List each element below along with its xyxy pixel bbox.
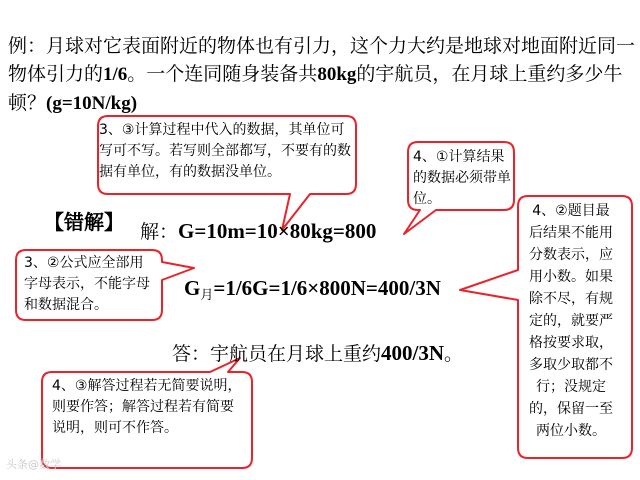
- answer-value: 400/3N: [381, 341, 445, 365]
- callout-note-answer: 4、③解答过程若无简要说明，则要作答；解答过程若有简要说明，则可不作答。: [52, 378, 242, 436]
- answer-prefix: 答：宇航员在月球上重约: [172, 343, 382, 365]
- wrong-solution-label: 【错解】: [44, 210, 124, 234]
- callout-note-result-units: 4、①计算结果的数据必须带单位。: [413, 149, 511, 207]
- callout-note-decimal-result: 4、②题目最后结果不能用分数表示，应用小数。如果除不尽，有规定的，就要严格按要求取，多取少取都不行；没规定的，保留一至两位小数。: [529, 203, 613, 439]
- solution-line-1: [140, 217, 376, 244]
- answer-line: [172, 339, 463, 366]
- callout-note-formula-letters: 3、②公式应全部用字母表示，不能字母和数据混合。: [24, 255, 150, 313]
- problem-text-1: 例：月球对它表面附近的物体也有引力，这个力大约是地球对地面附近同一物体引力的: [8, 35, 636, 85]
- equation-2: =1/6G=1/6×800N=400/3N: [213, 276, 441, 300]
- equation-1: G=10m=10×80kg=800: [178, 219, 377, 243]
- watermark: 头条@数学: [6, 458, 61, 471]
- problem-text-2: 。一个连同随身装备共: [127, 63, 318, 85]
- problem-text-3: 的宇航员，在月球上重约多少牛顿？: [8, 63, 623, 114]
- problem-fraction: 1/6: [103, 64, 128, 85]
- callout-note-units-optional: 3、③计算过程中代入的数据，其单位可写可不写。若写则全部都写，不要有的数据有单位，有的数据没单位。: [99, 122, 351, 180]
- g-symbol: G: [184, 276, 201, 300]
- problem-g: (g=10N/kg): [46, 93, 138, 114]
- solution-line-2: [184, 276, 441, 303]
- problem-mass: 80kg: [317, 64, 357, 85]
- g-subscript: 月: [200, 288, 214, 303]
- solution-prefix: 解：: [140, 221, 179, 243]
- answer-suffix: 。: [444, 343, 464, 365]
